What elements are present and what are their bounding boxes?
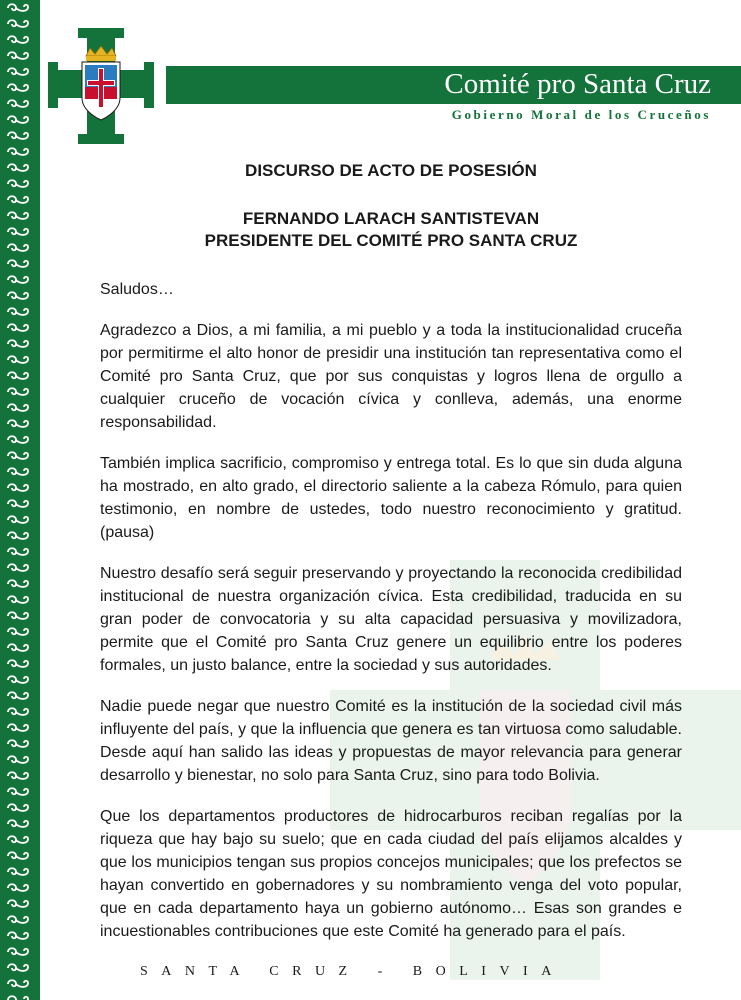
speaker-name: FERNANDO LARACH SANTISTEVAN [242,209,540,228]
speaker-role: PRESIDENTE DEL COMITÉ PRO SANTA CRUZ [204,231,578,250]
paragraph: También implica sacrificio, compromiso y entrega total. Es lo que sin duda alguna ha mostrado, en alto grado, el directorio saliente a la cabeza Rómulo, para quien testimonio, en nombre de ustedes, todo nuestro reconocimiento y gratitud. (pausa) [100,455,682,541]
spiral-border-icon [4,0,36,1000]
cross-shield-crest-icon [48,28,154,144]
paragraph: Nuestro desafío será seguir preservando y proyectando la reconocida credibilidad institucional de nuestra organización cívica. Esta credibilidad, traducida en su gran poder de convocatoria y su alta capacidad persuasiva y movilizadora, permite que el Comité pro Santa Cruz genere un equilibrio entre los poderes formales, un justo balance, entre la sociedad y sus autoridades. [100,565,682,674]
paragraph: Que los departamentos productores de hidrocarburos reciban regalías por la riqueza que hay bajo su suelo; que en cada ciudad del país elijamos alcaldes y que los municipios tengan sus propios concejos municipales; que los prefectos se hayan convertido en gobernadores y su nombramiento venga del voto popular, que en cada departamento haya un gobierno autónomo… Esas son grandes e incuestionables contribuciones que este Comité ha generado para el país. [100,808,682,940]
document-title: DISCURSO DE ACTO DE POSESIÓN [245,161,537,180]
paragraph: Nadie puede negar que nuestro Comité es la institución de la sociedad civil más influyente del país, y que la influencia que genera es tan virtuosa como saludable. Desde aquí han salido las ideas y propuestas de mayor relevancia para generar desarrollo y bienestar, no solo para Santa Cruz, sino para todo Bolivia. [100,698,682,784]
decorative-border [0,0,40,1000]
header-title: Comité pro Santa Cruz [444,68,711,100]
footer-location: SANTA CRUZ - BOLIVIA [140,964,565,979]
paragraph-greeting: Saludos… [100,281,174,298]
header-subtitle: Gobierno Moral de los Cruceños [451,107,711,122]
header-band [166,66,741,104]
paragraph: Agradezco a Dios, a mi familia, a mi pueblo y a toda la institucionalidad cruceña por permitirme el alto honor de presidir una institución tan representativa como el Comité pro Santa Cruz, que por sus conquistas y logros llena de orgullo a cualquier cruceño de vocación cívica y conlleva, además, una enorme responsabilidad. [100,322,682,431]
document-body [100,160,682,961]
speaker-block [100,208,682,252]
